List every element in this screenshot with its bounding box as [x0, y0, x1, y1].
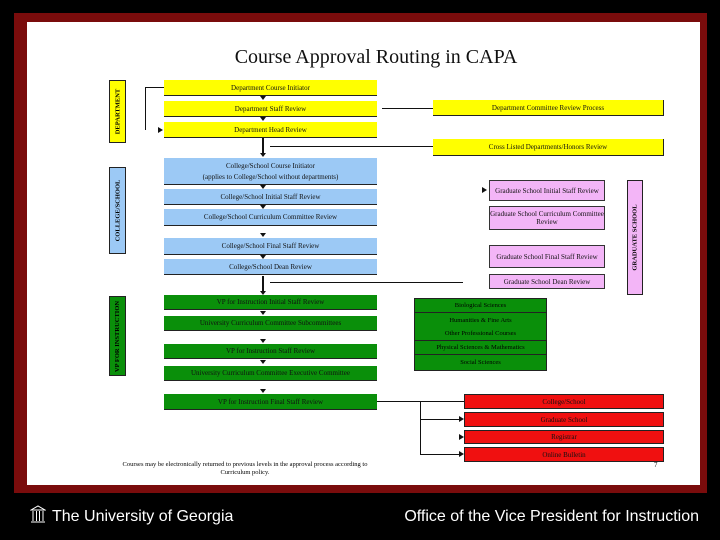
arrow-icon — [260, 311, 266, 315]
step-label: College/School Course Initiator — [225, 161, 316, 170]
arrow-icon — [260, 117, 266, 121]
subcommittee: Social Sciences — [460, 358, 501, 366]
step-grad-final: Graduate School Final Staff Review — [489, 245, 605, 268]
lane-label: COLLEGE/SCHOOL — [114, 179, 121, 242]
footer-office: Office of the Vice President for Instruction — [404, 508, 699, 525]
step-college-dean: College/School Dean Review — [164, 259, 377, 275]
arrow-icon — [260, 339, 266, 343]
notify-graduate: Graduate School — [464, 412, 664, 427]
connector — [420, 401, 421, 455]
lane-label: GRADUATE SCHOOL — [631, 204, 639, 271]
lane-department — [109, 80, 126, 143]
connector — [262, 276, 264, 292]
routing-note: Courses may be electronically returned to previous levels in the approval process according to Curriculum policy. — [122, 461, 368, 476]
notify-college: College/School — [464, 394, 664, 409]
subcommittee: Other Professional Courses — [415, 327, 546, 341]
step-grad-committee: Graduate School Curriculum Committee Review — [489, 206, 605, 230]
step-college-final: College/School Final Staff Review — [164, 238, 377, 255]
step-dept-head: Department Head Review — [164, 122, 377, 138]
notify-bulletin: Online Bulletin — [464, 447, 664, 462]
dept-committee-review: Department Committee Review Process — [433, 100, 664, 116]
connector — [382, 108, 433, 109]
lane-label: VP FOR INSTRUCTION — [114, 300, 121, 372]
arrow-icon — [260, 360, 266, 364]
page-number: 7 — [654, 461, 658, 469]
step-vp-initial: VP for Instruction Initial Staff Review — [164, 295, 377, 310]
arrow-icon — [260, 205, 266, 209]
arrow-icon — [260, 233, 266, 237]
arrow-icon — [260, 389, 266, 393]
arrow-icon — [482, 187, 487, 193]
subcommittee: Biological Sciences — [415, 299, 546, 313]
step-vp-staff: VP for Instruction Staff Review — [164, 344, 377, 359]
connector — [420, 419, 460, 420]
connector — [262, 138, 264, 154]
cross-listed-review: Cross Listed Departments/Honors Review — [433, 139, 664, 156]
connector — [420, 454, 460, 455]
connector — [145, 87, 146, 130]
subcommittee-list — [414, 298, 547, 371]
step-dept-initiator: Department Course Initiator — [164, 80, 377, 96]
step-ucc-executive: University Curriculum Committee Executive Committee — [164, 366, 377, 381]
step-college-initial: College/School Initial Staff Review — [164, 189, 377, 205]
arrow-icon — [459, 434, 464, 440]
connector — [270, 282, 463, 283]
step-college-initiator — [164, 158, 377, 185]
arrow-icon — [260, 185, 266, 189]
arrow-icon — [260, 291, 266, 295]
connector — [270, 146, 433, 147]
subcommittee: Humanities & Fine Arts — [449, 316, 512, 324]
step-vp-final: VP for Instruction Final Staff Review — [164, 394, 377, 410]
lane-label: DEPARTMENT — [114, 88, 122, 135]
arrow-icon — [459, 451, 464, 457]
lane-college — [109, 167, 126, 254]
step-college-committee: College/School Curriculum Committee Review — [164, 209, 377, 226]
subcommittee: Physical Sciences & Mathematics — [415, 341, 546, 355]
arrow-icon — [260, 96, 266, 100]
arrow-icon — [158, 127, 163, 133]
step-grad-initial: Graduate School Initial Staff Review — [489, 180, 605, 201]
footer-university: The University of Georgia — [52, 508, 234, 525]
lane-graduate — [627, 180, 643, 295]
lane-vp — [109, 296, 126, 376]
step-ucc-subcommittees: University Curriculum Committee Subcommittees — [164, 316, 377, 331]
arrow-icon — [260, 255, 266, 259]
arrow-icon — [459, 416, 464, 422]
step-dept-staff: Department Staff Review — [164, 101, 377, 117]
step-grad-dean: Graduate School Dean Review — [489, 274, 605, 289]
page-title: Course Approval Routing in CAPA — [234, 46, 518, 68]
arrow-icon — [260, 153, 266, 157]
arch-logo-icon — [30, 505, 46, 523]
step-sublabel: (applies to College/School without departments) — [202, 172, 339, 181]
connector — [145, 87, 164, 88]
notify-registrar: Registrar — [464, 430, 664, 444]
